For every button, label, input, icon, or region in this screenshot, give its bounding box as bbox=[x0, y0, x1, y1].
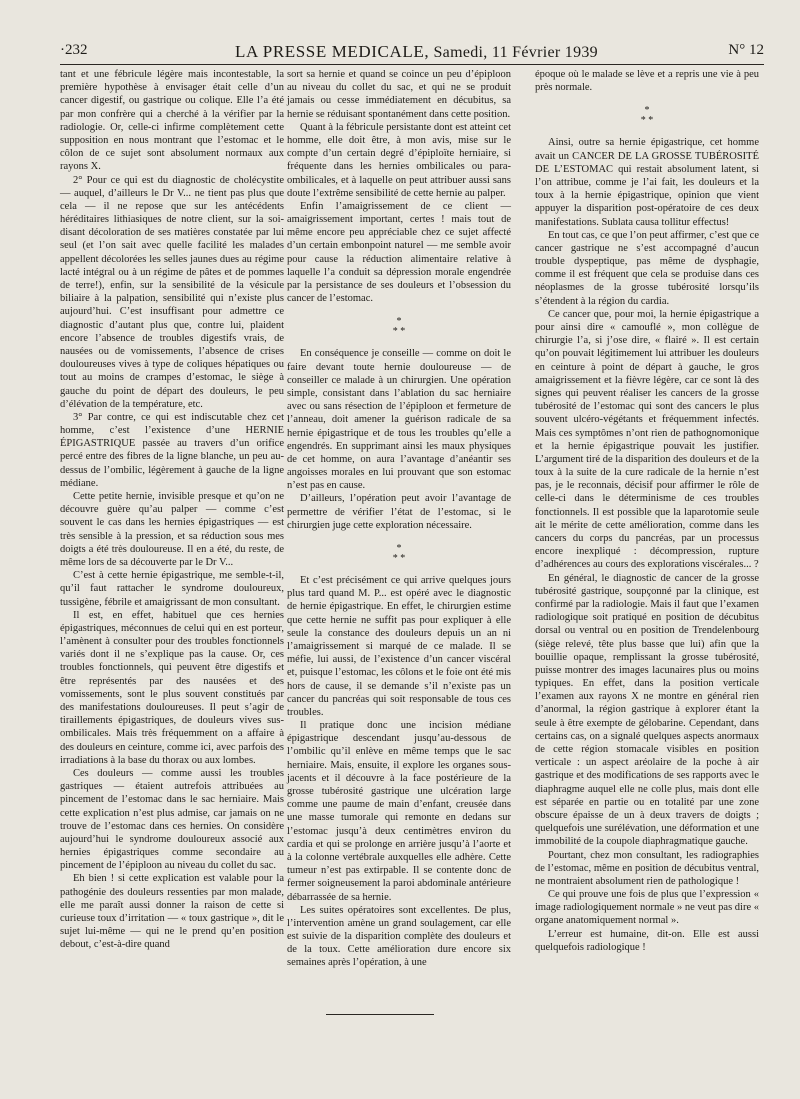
paragraph: 3° Par contre, ce qui est indiscutable chez cet homme, c’est l’existence d’une HERNIE ÉPIGASTRIQUE passée au travers d’un orifice percé entre des fibres de la ligne blanche, un peu au-dessus de l’ombilic, légèrement à gauche de la ligne médiane. bbox=[60, 411, 284, 489]
separator-star: * bbox=[400, 326, 406, 338]
separator-stars-row bbox=[287, 554, 511, 564]
paragraph: En général, le diagnostic de cancer de la grosse tubérosité gastrique, soupçonné par la clinique, est confirmé par la radiologie. Mais il faut que l’examen radiologique soit pratiqué en position de décubitus dorsal ou ventral ou en position de Trendelenbourg (siège relevé, tête plus basse que lui) afin que la bouillie opaque, remplissant la grosse tubérosité, puisse montrer des images lacunaires plus ou moins typiques. En effet, dans la position verticale l’examen aux rayons X ne montre en général rien d’anormal, la région gastrique à explorer étant la seule à être exempte de gélobarine. Cependant, dans certains cas, on a signalé quelques aspects anormaux de cette région stomacale visibles en position verticale : un aspect aréolaire de la poche à air gastrique et des modifications de ses rapports avec le diaphragme auquel elle ne colle plus, mais dont elle est séparée en partie ou en totalité par une zone obscure épaisse de un à deux travers de doigts ; quelquefois une surélévation, une déformation et une immobilité de la coupole diaphragmatique gauche. bbox=[535, 572, 759, 848]
separator-star: * bbox=[400, 553, 406, 564]
journal-title: LA PRESSE MEDICALE, bbox=[235, 42, 430, 61]
paragraph: Il pratique donc une incision médiane épigastrique descendant jusqu’au-dessous de l’ombilic qu’il enlève en même temps que le sac herniaire. Mais, ensuite, il explore les organes sous-jacents et il découvre à la face postérieure de la grosse tubérosité gastrique une ulcération large comme une paume de main d’enfant, creusée dans une masse tumorale qui remonte en dedans sur l’estomac jusqu’à deux centimètres environ du cardia et qui se prolonge en arrière jusqu’à l’aorte et à la colonne vertébrale auxquelles elle adhère. Cette tumeur n’est pas extirpable. Il se contente donc de fermer soigneusement la paroi abdominale antérieure débarrassée de sa hernie. bbox=[287, 720, 511, 903]
separator-star: * bbox=[396, 316, 402, 328]
paragraph: tant et une fébricule légère mais incontestable, la première hypothèse à envisager était celle d’un cancer digestif, ou gastrique ou colique. Elle l’a été par mon confrère qui a cherché à la vérifier par la radiologie. Or, celle-ci infirme complètement cette supposition en nous montrant que l’estomac et le côlon de ce sujet sont absolument normaux aux rayons X. bbox=[60, 69, 284, 173]
issue-date: Samedi, 11 Février 1939 bbox=[433, 44, 598, 61]
paragraph: C’est à cette hernie épigastrique, me semble-t-il, qu’il faut rattacher le syndrome douloureux, tussigène, fébrile et amaigrissant de mon consultant. bbox=[60, 570, 284, 608]
separator-star: * bbox=[644, 105, 650, 117]
header-rule bbox=[60, 64, 764, 65]
paragraph: Ce qui prouve une fois de plus que l’expression « image radiologiquement normale » ne veut pas dire « organe anatomiquement normal ». bbox=[535, 889, 759, 927]
column-2 bbox=[287, 68, 511, 970]
paragraph: Quant à la fébricule persistante dont est atteint cet homme, elle doit être, à mon avis, mise sur le compte d’un certain degré d’épiploïte herniaire, si fréquente dans les hernies ombilicales ou para-ombilicales, et à laquelle on peut attribuer aussi sans doute l’extrême sensibilité de cette hernie au palper. bbox=[287, 121, 511, 199]
paragraph: Cette petite hernie, invisible presque et qu’on ne découvre guère qu’au palper — comme c’est souvent le cas dans les hernies épigastriques — est très sensible à la pression, et sa réduction sous mes doigts a été très douloureuse. Il en a été, du reste, de même lors de sa découverte par le Dr V... bbox=[60, 491, 284, 568]
closing-rule bbox=[326, 1014, 434, 1015]
paragraph: Il est, en effet, habituel que ces hernies épigastriques, méconnues de celui qui en est porteur, l’amènent à consulter pour des troubles fonctionnels variés dont il ne s’explique pas la cause. Or, ces troubles fonctionnels, qui peuvent être digestifs et être représentés par des nausées et des vomissements, sont le plus souvent constitués par des manifestations douloureuses. Il peut s’agir de tiraillements épigastriques, de douleurs vives sus-ombilicales. Mais très fréquemment on a affaire à des douleurs en ceinture, comme ici, avec parfois des irradiations à la base du thorax ou aux lombes. bbox=[60, 609, 284, 766]
paragraph: Pourtant, chez mon consultant, les radiographies de l’estomac, même en position de décubitus ventral, ne montraient absolument rien de pathologique ! bbox=[535, 849, 759, 887]
paragraph: Les suites opératoires sont excellentes. De plus, l’intervention amène un grand soulagement, car elle est suivie de la disparition complète des douleurs et de la toux. Cette amélioration dure encore six semaines après l’opération, à une bbox=[287, 904, 511, 969]
section-separator bbox=[535, 106, 759, 126]
paragraph: D’ailleurs, l’opération peut avoir l’avantage de permettre de vérifier l’état de l’estomac, si le chirurgien juge cette exploration nécessaire. bbox=[287, 493, 511, 531]
separator-stars-row bbox=[287, 327, 511, 337]
separator-star: * bbox=[392, 326, 398, 338]
separator-star: * bbox=[396, 543, 402, 554]
paragraph: L’erreur est humaine, dit-on. Elle est aussi quelquefois radiologique ! bbox=[535, 928, 759, 953]
paragraph: En tout cas, ce que l’on peut affirmer, c’est que ce cancer gastrique ne s’est accompagné d’aucun trouble dyspeptique, pas même de dysphagie, comme il est fréquent que cela se produise dans ces néoplasmes de la grosse tubérosité lorsqu’ils s’étendent à la région du cardia. bbox=[535, 229, 759, 307]
section-separator bbox=[287, 544, 511, 564]
separator-stars-row bbox=[535, 116, 759, 126]
column-3 bbox=[535, 68, 759, 954]
separator-star: * bbox=[640, 115, 646, 127]
section-separator bbox=[287, 317, 511, 337]
separator-star: * bbox=[392, 553, 398, 564]
header-center bbox=[235, 42, 598, 62]
paragraph: Ainsi, outre sa hernie épigastrique, cet homme avait un CANCER DE LA GROSSE TUBÉROSITÉ DE L’ESTOMAC qui restait absolument latent, si l’on attribue, comme je l’ai fait, les douleurs et la toux à la hernie épigastrique, opinion que vient appuyer la disparition post-opératoire de ces deux manifestations. Sublata causa tollitur effectus! bbox=[535, 137, 759, 228]
paragraph: époque où le malade se lève et a repris une vie à peu près normale. bbox=[535, 69, 759, 94]
column-1 bbox=[60, 68, 284, 952]
paragraph: En conséquence je conseille — comme on doit le faire devant toute hernie douloureuse — de conseiller ce malade à un chirurgien. Une opération simple, consistant dans l’ablation du sac herniaire avec ou sans résection de l’épiploon et fermeture de l’anneau, doit amener la guérison radicale de sa hernie épigastrique et de tous les troubles qu’elle a engendrés. En supprimant ainsi les maux physiques de cet homme, on aura l’avantage d’anéantir ses angoisses morales en lui prouvant que son estomac n’est pas en cause. bbox=[287, 348, 511, 492]
paragraph: Ces douleurs — comme aussi les troubles gastriques — étaient autrefois attribuées au pincement de l’estomac dans le sac herniaire. Mais cette explication n’est plus admise, car jamais on ne trouve de l’estomac dans ces hernies. On considère aujourd’hui le syndrome douloureux associé aux hernies épigastriques comme secondaire au pincement de l’épiploon au niveau du collet du sac. bbox=[60, 767, 284, 872]
issue-number: N° 12 bbox=[728, 42, 764, 58]
paragraph: Enfin l’amaigrissement de ce client — amaigrissement important, certes ! mais tout de même encore peu appréciable chez ce sujet affecté d’un certain embonpoint naturel — me semble avoir pour cause la réduction alimentaire relative à laquelle l’a conduit sa dépression morale engendrée par la persistance de ses douleurs et l’obsession du cancer de l’estomac. bbox=[287, 200, 511, 305]
paragraph: Ce cancer que, pour moi, la hernie épigastrique a pour ainsi dire « camouflé », mon collègue de chirurgie l’a, si j’ose dire, « flairé ». Il est certain qu’on pouvait légitimement lui attribuer les douleurs en ceinture à point de départ à gauche, le gros amaigrissement et la fièvre légère, car ce sont là des signes qui peuvent réaliser les cancers de la grosse tubérosité de l’estomac qui sont des cancers le plus souvent ulcéro-végétants et fréquemment infectés. Mais ces symptômes n’ont rien de pathognomonique et la hernie épigastrique pouvait les justifier. L’argument tiré de la disparition des douleurs et de la toux à la suite de la cure radicale de la hernie n’est pas, je le reconnais, décisif pour affirmer le rôle de celle-ci dans le déterminisme de ces troubles fonctionnels. Il est possible que la laparotomie seule ait le mérite de cette amélioration, comme dans les cancers du corps du pancréas, par un processus encore inexpliqué : décompression, rupture d’adhérences au cours des explorations viscérales... ? bbox=[535, 308, 759, 571]
page-number: ·232 bbox=[60, 42, 88, 58]
separator-star: * bbox=[648, 115, 654, 127]
paragraph: Et c’est précisément ce qui arrive quelques jours plus tard quand M. P... est opéré avec le diagnostic de hernie épigastrique. En effet, le chirurgien estime que cette hernie ne suffit pas pour expliquer à elle seule la constance des douleurs depuis un an ni l’amaigrissement si marqué de ce malade. Il se méfie, lui aussi, de l’existence d’un cancer viscéral et, puisque l’estomac, les côlons et le foie ont été mis hors de cause, il se demande s’il n’existe pas un cancer du pancréas qui soit responsable de tous ces troubles. bbox=[287, 575, 511, 718]
paragraph: 2° Pour ce qui est du diagnostic de cholécystite — auquel, d’ailleurs le Dr V... ne tient pas plus que cela — il ne repose que sur les antécédents héréditaires lithiasiques de notre client, sur la soi-disant décoloration de ses matières constatée par lui seul (et l’on sait avec quelle facilité les malades appellent décolorées les selles jaunes dues au régime lacté intégral ou à un régime de pâtes et de pommes de terre!), enfin, sur la sensibilité de la vésicule biliaire à la palpation, sensibilité qui n’existe plus aujourd’hui. C’est insuffisant pour admettre ce diagnostic d’autant plus que, contre lui, plaident encore l’absence de troubles digestifs vrais, de nausées ou de vomissements, l’absence de crises douloureuses vives à type de coliques hépatiques ou tout au moins de crampes d’estomac, le siège à gauche du point de départ des douleurs, le peu d’élévation de la température, etc. bbox=[60, 174, 284, 410]
page-header bbox=[60, 36, 764, 66]
paragraph: Eh bien ! si cette explication est valable pour la pathogénie des douleurs ressenties par mon malade, elle me paraît aussi donner la raison de cette si curieuse toux d’irritation — « toux gastrique », dit le sujet lui-même — qui ne le prend qu’en position debout, c’est-à-dire quand bbox=[60, 873, 284, 951]
paragraph: sort sa hernie et quand se coince un peu d’épiploon au niveau du collet du sac, et qui ne se produit jamais ou cesse immédiatement en décubitus, sa hernie se réduisant spontanément dans cette position. bbox=[287, 69, 511, 120]
